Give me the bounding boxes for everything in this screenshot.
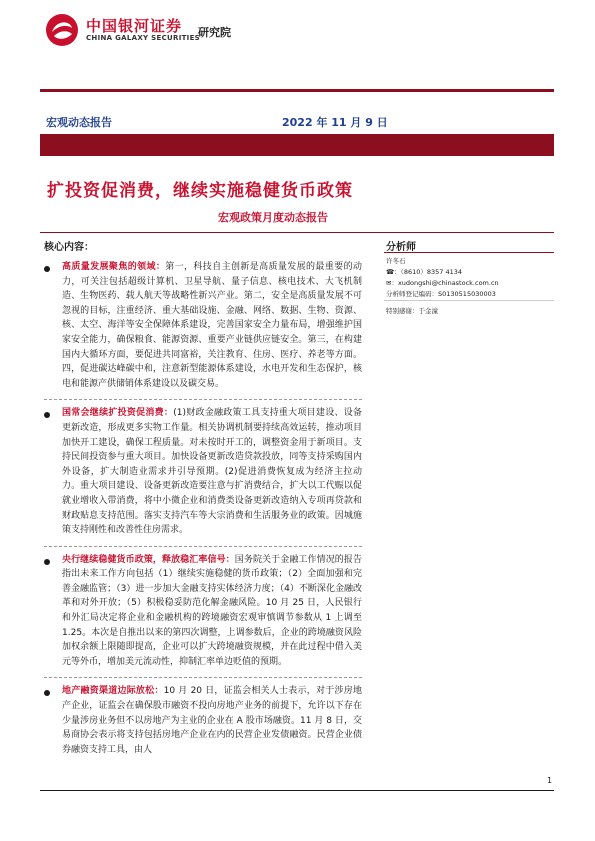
section-divider (44, 399, 362, 400)
section-paragraph (62, 260, 362, 391)
content-section (44, 260, 362, 391)
page-number: 1 (547, 776, 553, 785)
report-title: 扩投资促消费，继续实施稳健货币政策 (47, 181, 353, 201)
section-paragraph (62, 406, 362, 537)
analyst-section-label: 分析师 (386, 242, 416, 253)
section-lead: 地产融资渠道边际放松： (62, 686, 164, 697)
analyst-cert: 分析师登记编码：S0130515030003 (386, 290, 496, 298)
bullet-icon (44, 690, 50, 696)
section-body: 国务院关于金融工作情况的报告指出未来工作方向包括（1）继续实施稳健的货币政策；（2）全面加强和完善金融监管；（3）进一步加大金融支持实体经济力度；（4）不断深化金融改革和对外开放；（5）积极稳妥防范化解金融风险。10 月 25 日，人民银行和外汇局决定将企业和金融机构的跨境融资宏观审慎调节参数从 1 上调至 1.25。本次是自推出以来的第四次调整，上调参数后，企业的跨境融资风险加权余额上限随即提高，企业可以扩大跨境融资规模，并在此过程中借入美元等外币，增加美元流动性，抑制汇率单边贬值的预期。 (62, 554, 362, 667)
core-content-label: 核心内容： (44, 242, 94, 253)
sidebar-divider (384, 252, 554, 253)
content-section (44, 553, 362, 670)
content-section (44, 684, 362, 757)
content-section (44, 406, 362, 537)
title-divider (40, 232, 554, 233)
logo-english: CHINA GALAXY SECURITIES (86, 34, 200, 42)
analyst-phone: ☎：（8610）8357 4134 (386, 268, 463, 276)
footer-divider (40, 790, 554, 791)
report-subtitle: 宏观政策月度动态报告 (218, 211, 328, 224)
section-body: 10 月 20 日，证监会相关人士表示，对于涉房地产企业，证监会在确保股市融资不投向房地产业务的前提下，允许以下存在少量涉房业务但不以房地产为主业的企业在 A 股市场融资。11 月 8 日，交易商协会表示将支持包括房地产企业在内的民营企业发债融资。民营企业债券融资支持工具，由人 (62, 686, 362, 755)
core-content (44, 260, 362, 765)
section-lead: 央行继续稳健货币政策，释放稳汇率信号： (62, 554, 235, 565)
report-banner (40, 89, 554, 156)
report-date: 2022 年 11 月 9 日 (282, 116, 388, 129)
section-divider (44, 546, 362, 547)
section-paragraph (62, 684, 362, 757)
galaxy-logo-icon (44, 12, 80, 48)
analyst-info (386, 256, 556, 300)
section-lead: 国常会继续扩投资促消费： (62, 408, 174, 419)
analyst-email[interactable]: ✉：xudongshi@chinastock.com.cn (386, 279, 499, 287)
assistant-credit: 特别感谢：于金潼 (386, 307, 438, 315)
section-body: (1)财政金融政策工具支持重大项目建设、设备更新改造，形成更多实物工作量。相关协调机制要持续高效运转，推动项目加快开工建设，确保工程质量。对未按时开工的，调整资金用于新项目。支持民间投资参与重大项目。加快设备更新改造贷款投放，同等支持采购国内外设备，扩大制造业需求并引导预期。(2)促进消费恢复成为经济主拉动力。重大项目建设、设备更新改造要注意与扩消费结合，扩大以工代赈以促就业增收入带消费，将中小微企业和消费类设备更新改造纳入专项再贷款和财政贴息支持范围。落实支持汽车等大宗消费和生活服务业的政策。因城施策支持刚性和改善性住房需求。 (62, 408, 362, 536)
section-divider (44, 677, 362, 678)
logo-chinese: 中国银河证券 (86, 17, 183, 35)
section-paragraph (62, 553, 362, 670)
bullet-icon (44, 266, 50, 272)
section-body: 第一，科技自主创新是高质量发展的最重要的动力，可关注包括超级计算机、卫星导航、量子信息、核电技术、大飞机制造、生物医药、载人航天等战略性新兴产业。第二，安全是高质量发展不可忽视的目标，注重经济、重大基础设施、金融、网络、数据、生物、资源、核、太空、海洋等安全保障体系建设，完善国家安全力量布局，增强维护国家安全能力，确保粮食、能源资源、重要产业链供应链安全。第三，在构建国内大循环方面，要促进共同富裕，关注教育、住房、医疗、养老等方面。四，促进碳达峰碳中和，注意新型能源体系建设，水电开发和生态保护，核电和能源产供储销体系建设以及碳交易。 (62, 262, 362, 389)
institute-label: 研究院 (198, 26, 231, 39)
bullet-icon (44, 559, 50, 565)
section-lead: 高质量发展聚焦的领域： (62, 262, 166, 272)
banner-bar (40, 134, 554, 156)
bullet-icon (44, 412, 50, 418)
analyst-name: 许冬石 (386, 257, 406, 265)
sidebar-divider-2 (384, 300, 554, 301)
report-type: 宏观动态报告 (46, 116, 112, 129)
